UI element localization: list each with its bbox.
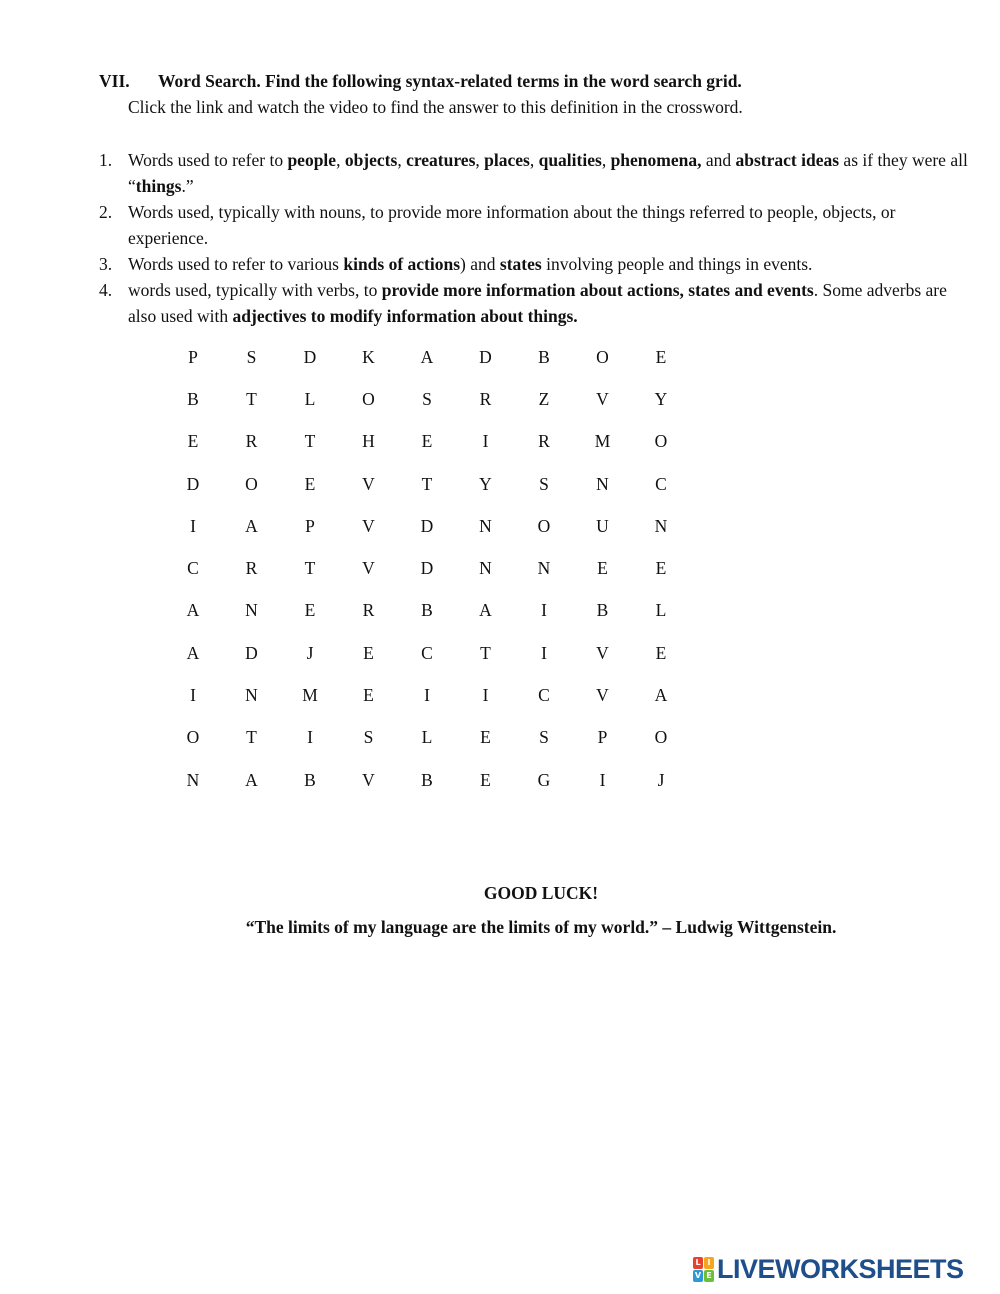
definition-text: ) and — [460, 254, 500, 274]
grid-letter[interactable]: T — [304, 558, 316, 579]
grid-letter[interactable]: N — [245, 600, 258, 621]
definition-text: , — [475, 150, 485, 170]
grid-letter[interactable]: E — [480, 769, 491, 790]
grid-letter[interactable]: T — [304, 431, 316, 452]
liveworksheets-logo-icon — [693, 1257, 715, 1283]
logo-tile: V — [694, 1271, 702, 1280]
liveworksheets-brand[interactable] — [693, 1254, 964, 1285]
definition-text: .” — [181, 176, 194, 196]
grid-letter[interactable]: D — [245, 642, 258, 663]
definition-text: , — [336, 150, 345, 170]
definition-text: Words used, typically with nouns, to provide more information about the things referred to people, objects, or experience. — [128, 202, 896, 248]
grid-letter[interactable]: B — [596, 600, 609, 621]
grid-letter[interactable]: B — [421, 769, 433, 790]
grid-letter[interactable]: E — [655, 642, 667, 663]
grid-letter[interactable]: Y — [479, 473, 492, 494]
grid-letter[interactable]: I — [541, 600, 547, 621]
grid-letter[interactable]: R — [245, 431, 258, 452]
grid-letter[interactable]: O — [596, 346, 609, 367]
grid-letter[interactable]: R — [362, 600, 375, 621]
grid-letter[interactable]: E — [304, 600, 316, 621]
section-number: VII. — [99, 71, 130, 91]
grid-letter[interactable]: T — [246, 388, 257, 409]
definition-number: 2. — [99, 202, 113, 222]
grid-letter[interactable]: E — [655, 558, 667, 579]
grid-letter[interactable]: I — [307, 727, 313, 748]
grid-letter[interactable]: M — [594, 431, 611, 452]
logo-tile: E — [704, 1270, 714, 1282]
grid-letter[interactable]: E — [597, 558, 608, 579]
grid-letter[interactable]: I — [190, 515, 196, 536]
definition-text: . Some adverbs are also used with — [128, 280, 947, 326]
definition-list — [99, 147, 969, 329]
grid-letter[interactable]: E — [421, 431, 433, 452]
grid-letter[interactable]: N — [245, 685, 258, 706]
grid-letter[interactable]: V — [596, 685, 609, 706]
grid-letter[interactable]: V — [362, 473, 375, 494]
grid-letter[interactable]: V — [362, 558, 375, 579]
definition-text: , — [601, 150, 611, 170]
grid-letter[interactable]: T — [480, 642, 491, 663]
grid-letter[interactable]: R — [479, 388, 492, 409]
grid-letter[interactable]: N — [654, 515, 668, 536]
grid-letter[interactable]: A — [420, 346, 434, 367]
grid-letter[interactable]: J — [306, 642, 314, 663]
definition-keyword: provide more information about actions, states and events — [381, 280, 814, 300]
grid-letter[interactable]: L — [304, 388, 316, 409]
word-search-grid — [178, 336, 705, 801]
grid-letter[interactable]: B — [304, 769, 316, 790]
grid-letter[interactable]: G — [537, 769, 551, 790]
grid-letter[interactable]: H — [362, 431, 375, 452]
definition-number: 3. — [99, 254, 113, 274]
definition-keyword: states — [499, 254, 542, 274]
grid-letter[interactable]: N — [596, 473, 609, 494]
grid-letter[interactable]: C — [421, 642, 433, 663]
grid-letter[interactable]: P — [305, 515, 315, 536]
closing-quote: “The limits of my language are the limits of my world.” – Ludwig Wittgenstein. — [245, 917, 837, 937]
grid-letter[interactable]: A — [479, 600, 492, 621]
definition-item — [99, 251, 969, 277]
grid-letter[interactable]: U — [596, 515, 609, 536]
grid-letter[interactable]: V — [596, 388, 609, 409]
grid-letter[interactable]: I — [424, 685, 430, 706]
grid-letter[interactable]: O — [654, 727, 668, 748]
definition-text: involving people and things in events. — [541, 254, 813, 274]
definition-text: Words used to refer to various — [128, 254, 344, 274]
grid-letter[interactable]: K — [362, 346, 375, 367]
grid-letter[interactable]: S — [422, 388, 432, 409]
definition-keyword: creatures — [406, 150, 476, 170]
grid-letter[interactable]: D — [303, 346, 317, 367]
grid-letter[interactable]: I — [482, 685, 489, 706]
definition-text: as if they were all “ — [128, 150, 968, 196]
grid-letter[interactable]: D — [420, 515, 434, 536]
grid-letter[interactable]: I — [482, 431, 489, 452]
grid-letter[interactable]: C — [187, 558, 199, 579]
grid-letter[interactable]: S — [539, 473, 549, 494]
grid-letter[interactable]: N — [186, 769, 200, 790]
definition-keyword: things — [135, 176, 182, 196]
grid-letter[interactable]: O — [537, 515, 551, 536]
grid-letter[interactable]: T — [246, 727, 257, 748]
grid-letter[interactable]: I — [190, 685, 196, 706]
grid-letter[interactable]: B — [421, 600, 433, 621]
grid-letter[interactable]: A — [245, 515, 258, 536]
grid-letter[interactable]: D — [479, 346, 492, 367]
definition-text: words used, typically with verbs, to — [128, 280, 382, 300]
brand-name: LIVEWORKSHEETS — [717, 1254, 964, 1284]
definition-text: , — [397, 150, 407, 170]
definition-item — [99, 199, 969, 251]
definition-text: and — [701, 150, 736, 170]
grid-letter[interactable]: B — [538, 346, 550, 367]
grid-letter[interactable]: P — [188, 346, 198, 367]
definition-keyword: qualities — [538, 150, 602, 170]
grid-letter[interactable]: S — [246, 346, 257, 367]
grid-letter[interactable]: L — [421, 727, 433, 748]
logo-tile: I — [704, 1257, 714, 1269]
definition-text: , — [529, 150, 539, 170]
good-luck-text: GOOD LUCK! — [483, 883, 599, 903]
grid-letter[interactable]: T — [421, 473, 433, 494]
grid-letter[interactable]: R — [538, 431, 550, 452]
grid-letter[interactable]: E — [480, 727, 491, 748]
definition-keyword: places — [484, 150, 530, 170]
grid-letter[interactable]: S — [363, 727, 374, 748]
grid-letter[interactable]: L — [655, 600, 667, 621]
grid-letter[interactable]: C — [655, 473, 667, 494]
grid-letter[interactable]: E — [655, 346, 667, 367]
grid-letter[interactable]: M — [302, 685, 318, 706]
grid-letter[interactable]: A — [654, 685, 668, 706]
grid-letter[interactable]: N — [537, 558, 551, 579]
definition-keyword: abstract ideas — [735, 150, 840, 170]
grid-letter[interactable]: Z — [538, 388, 550, 409]
grid-letter[interactable]: B — [187, 388, 199, 409]
definition-item — [99, 147, 969, 199]
grid-letter[interactable]: A — [245, 769, 258, 790]
definition-keyword: objects — [344, 150, 398, 170]
definition-keyword: phenomena, — [610, 150, 702, 170]
grid-letter[interactable]: N — [479, 558, 492, 579]
section-heading — [99, 71, 742, 92]
grid-letter[interactable]: E — [363, 685, 374, 706]
grid-letter[interactable]: A — [186, 600, 200, 621]
grid-letter[interactable]: V — [362, 515, 375, 536]
grid-letter[interactable]: D — [186, 473, 200, 494]
grid-letter[interactable]: O — [654, 431, 668, 452]
definition-number: 1. — [99, 150, 113, 170]
grid-letter[interactable]: V — [362, 769, 375, 790]
grid-letter[interactable]: I — [599, 769, 606, 790]
grid-letter[interactable]: E — [187, 431, 199, 452]
grid-letter[interactable]: I — [541, 642, 547, 663]
grid-letter[interactable]: E — [363, 642, 374, 663]
grid-letter[interactable]: J — [657, 769, 665, 790]
grid-letter[interactable]: O — [245, 473, 258, 494]
section-instruction: Click the link and watch the video to find the answer to this definition in the crossword. — [128, 97, 743, 117]
section-title: Word Search. Find the following syntax-related terms in the word search grid. — [158, 71, 742, 91]
grid-letter[interactable]: E — [304, 473, 316, 494]
grid-letter[interactable]: P — [597, 727, 608, 748]
logo-tile: L — [693, 1257, 703, 1269]
definition-keyword: people — [287, 150, 337, 170]
grid-letter[interactable]: S — [539, 727, 549, 748]
grid-letter[interactable]: D — [420, 558, 434, 579]
definition-item — [99, 277, 969, 329]
grid-letter[interactable]: O — [362, 388, 375, 409]
grid-letter[interactable]: C — [538, 685, 550, 706]
definition-keyword: adjectives to modify information about things. — [232, 306, 578, 326]
definition-number: 4. — [99, 280, 113, 300]
grid-letter[interactable]: V — [596, 642, 609, 663]
definition-text: Words used to refer to — [128, 150, 288, 170]
grid-letter[interactable]: N — [479, 515, 492, 536]
definition-keyword: kinds of actions — [343, 254, 461, 274]
grid-letter[interactable]: Y — [654, 388, 668, 409]
grid-letter[interactable]: R — [245, 558, 258, 579]
grid-letter[interactable]: O — [186, 727, 200, 748]
grid-letter[interactable]: A — [186, 642, 200, 663]
